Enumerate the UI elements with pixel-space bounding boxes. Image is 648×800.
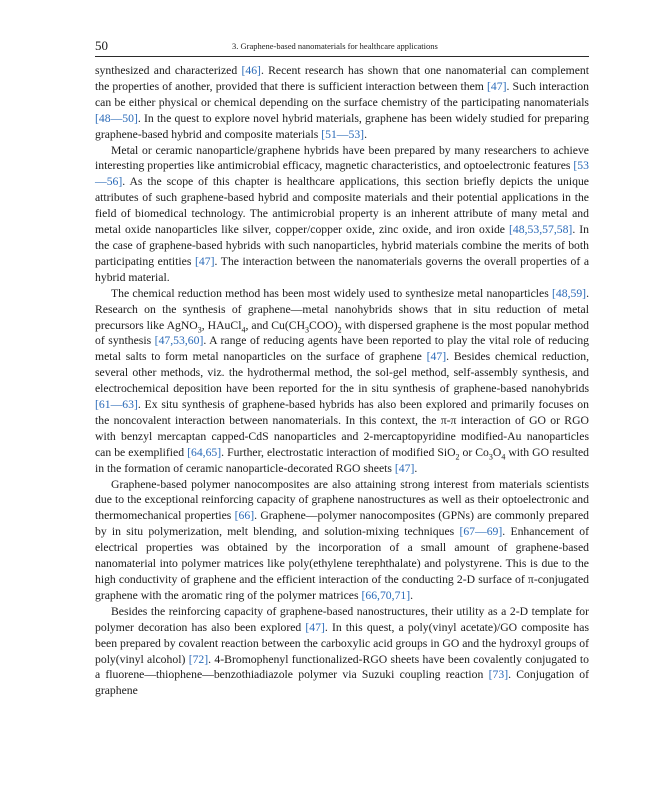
- subscript: 2: [337, 324, 342, 334]
- citation-link[interactable]: [51—53]: [321, 127, 365, 141]
- subscript: 4: [241, 324, 246, 334]
- header-rule: [95, 56, 589, 57]
- text-run: with GO resulted in the formation of ceramic nanoparticle-decorated RGO sheets: [95, 445, 589, 475]
- text-run: , HAuCl: [201, 318, 242, 332]
- citation-link[interactable]: [47]: [305, 620, 325, 634]
- text-run: . Besides chemical reduction, several other methods, viz. the hydrothermal method, the sol-gel method, self-assembly synthesis, and electrochemical deposition have been reported for the in situ synthesis of graphene-based nanohybrids: [95, 350, 589, 396]
- citation-link[interactable]: [72]: [188, 652, 209, 666]
- text-run: synthesized and characterized: [95, 64, 242, 77]
- text-run: . Further, electrostatic interaction of modified SiO: [221, 445, 456, 459]
- citation-link[interactable]: [48—50]: [95, 111, 138, 125]
- text-run: . In the quest to explore novel hybrid materials, graphene has been widely studied for preparing graphene-based hybrid and composite materials: [95, 111, 589, 141]
- text-run: The chemical reduction method has been most widely used to synthesize metal nanoparticles: [111, 286, 552, 300]
- text-run: . As the scope of this chapter is healthcare applications, this section briefly depicts the unique attributes of such graphene-based hybrid and composite materials and their potential applications in the field of biomedical technology. The antimicrobial property is an inherent attribute of many metal and metal oxide nanoparticles like silver, copper/copper oxide, zinc oxide, and iron oxide: [95, 175, 589, 237]
- text-run: O: [492, 445, 502, 459]
- citation-link[interactable]: [67—69]: [459, 525, 503, 539]
- text-run: or Co: [459, 445, 489, 459]
- text-run: .: [364, 127, 367, 141]
- body-text: [95, 63, 589, 699]
- text-run: , and Cu(CH: [245, 318, 306, 332]
- citation-link[interactable]: [47]: [195, 254, 215, 268]
- paragraph-5: [95, 604, 589, 699]
- citation-link[interactable]: [66,70,71]: [361, 588, 411, 602]
- subscript: 4: [501, 452, 506, 462]
- text-run: .: [414, 461, 418, 475]
- citation-link[interactable]: [53—56]: [95, 159, 589, 189]
- text-run: . Recent research has shown that one nanomaterial can complement the properties of another, provided that there is sufficient interaction between them: [95, 64, 590, 93]
- text-run: . In this quest, a poly(vinyl acetate)/GO composite has been prepared by covalent reaction between the carboxylic acid groups in GO and the hydroxyl groups of poly(vinyl alcohol): [95, 620, 589, 666]
- text-run: . The interaction between the nanomaterials governs the overall properties of a hybrid material.: [95, 254, 590, 284]
- citation-link[interactable]: [66]: [234, 509, 255, 523]
- text-run: . Such interaction can be either physical or chemical depending on the surface chemistry of the participating nanomaterials: [95, 79, 589, 109]
- text-run: Graphene-based polymer nanocomposites are also attaining strong interest from materials scientists due to the exceptional reinforcing capacity of graphene nanostructures as well as their optoelectronic and thermomechanical properties: [95, 477, 589, 523]
- citation-link[interactable]: [47]: [426, 350, 447, 364]
- citation-link[interactable]: [73]: [488, 668, 509, 682]
- text-run: Metal or ceramic nanoparticle/graphene hybrids have been prepared by many researchers to achieve interesting properties like antimicrobial efficacy, magnetic characteristics, and optoelectronic features: [95, 143, 589, 173]
- text-run: . Enhancement of electrical properties was obtained by the incorporation of a small amount of graphene-based nanomaterial into polymer matrices like poly(ethylene terephthalate) and polystyrene. This is due to the high conductivity of graphene and the efficient interaction of the conducting 2-D surface of π-conjugated graphene with the aromatic ring of the polymer matrices: [95, 525, 589, 602]
- subscript: 2: [455, 452, 460, 462]
- citation-link[interactable]: [47,53,60]: [154, 334, 204, 348]
- page-header: [95, 36, 589, 56]
- citation-link[interactable]: [46]: [241, 64, 261, 77]
- subscript: 3: [488, 452, 493, 462]
- paragraph-3: [95, 286, 589, 477]
- text-run: . Conjugation of graphene: [95, 668, 589, 698]
- text-run: .: [410, 588, 414, 602]
- page-number: 50: [95, 38, 108, 53]
- text-run: . Research on the synthesis of graphene—metal nanohybrids shows that in situ reduction of metal precursors like AgNO: [95, 286, 589, 332]
- citation-link[interactable]: [64,65]: [187, 445, 222, 459]
- citation-link[interactable]: [47]: [394, 461, 415, 475]
- citation-link[interactable]: [61—63]: [95, 398, 138, 412]
- text-run: . A range of reducing agents have been reported to play the vital role of reducing metal salts to form metal nanoparticles on the surface of graphene: [95, 334, 590, 364]
- paragraph-2: [95, 143, 589, 286]
- text-run: . In the case of graphene-based hybrids with such nanoparticles, hybrid materials combine the merits of both participating entities: [95, 223, 589, 268]
- subscript: 3: [305, 324, 310, 334]
- text-run: Besides the reinforcing capacity of graphene-based nanostructures, their utility as a 2-D template for polymer decoration has also been explored: [95, 604, 589, 634]
- text-run: COO): [309, 318, 338, 332]
- subscript: 3: [197, 324, 202, 334]
- citation-link[interactable]: [47]: [487, 79, 507, 93]
- text-run: . Ex situ synthesis of graphene-based hybrids has also been explored and primarily focuses on the noncovalent interaction between nanomaterials. In this context, the π-π interaction of GO or RGO with benzyl mercaptan capped-CdS nanoparticles and 2-mercaptopyridine modified-Au nanoparticles can be exemplified: [95, 398, 589, 459]
- paragraph-1: [95, 63, 589, 143]
- text-run: with dispersed graphene is the most popular method of synthesis: [95, 318, 589, 348]
- citation-link[interactable]: [48,59]: [551, 286, 587, 300]
- text-run: . Graphene—polymer nanocomposites (GPNs) are commonly prepared by in situ polymerization, melt blending, and solution-mixing techniques: [95, 509, 589, 539]
- paragraph-4: [95, 477, 589, 604]
- text-run: . 4-Bromophenyl functionalized-RGO sheets have been covalently conjugated to a fluorene—thiophene—benzothiadiazole polymer via Suzuki coupling reaction: [95, 652, 589, 682]
- citation-link[interactable]: [48,53,57,58]: [509, 223, 573, 237]
- running-head: 3. Graphene-based nanomaterials for healthcare applications: [232, 41, 438, 51]
